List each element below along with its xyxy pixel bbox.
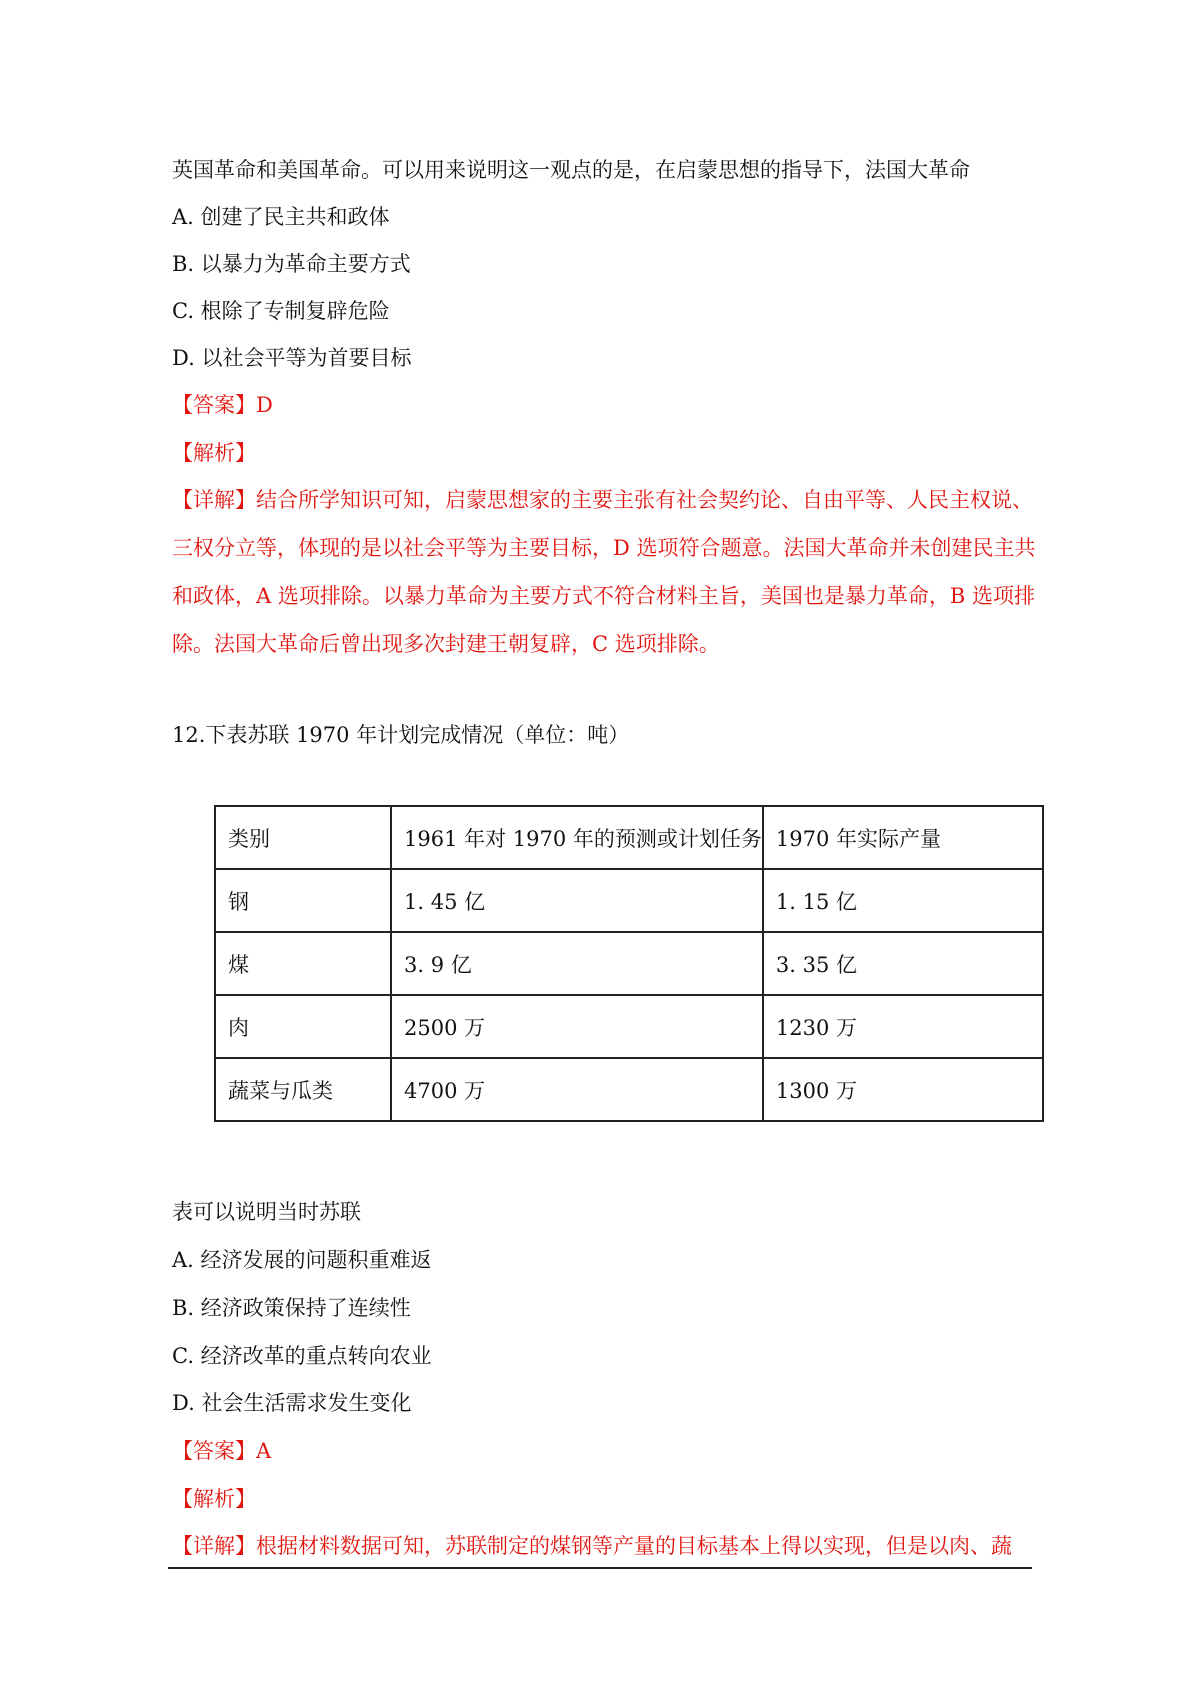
- table-cell: 肉: [215, 995, 391, 1058]
- table-cell: 钢: [215, 869, 391, 932]
- table-row: [215, 869, 1043, 932]
- q12-follow-text: 表可以说明当时苏联: [172, 1200, 361, 1224]
- table-cell: 3. 9 亿: [391, 932, 763, 995]
- q11-explanation-line: 【详解】结合所学知识可知，启蒙思想家的主要主张有社会契约论、自由平等、人民主权说、: [172, 488, 1033, 512]
- q11-explanation-line: 除。法国大革命后曾出现多次封建王朝复辟，C 选项排除。: [172, 632, 720, 656]
- q11-explanation: [172, 486, 1052, 678]
- q12-option-b: B. 经济政策保持了连续性: [172, 1296, 411, 1320]
- soviet-production-table: [214, 805, 1044, 1122]
- q11-explanation-line: 和政体，A 选项排除。以暴力革命为主要方式不符合材料主旨，美国也是暴力革命，B 选项排: [172, 584, 1035, 608]
- q11-option-b: B. 以暴力为革命主要方式: [172, 252, 411, 276]
- q12-option-d: D. 社会生活需求发生变化: [172, 1391, 412, 1415]
- table-cell: 1300 万: [763, 1058, 1043, 1121]
- q11-answer: 【答案】D: [172, 393, 273, 417]
- q11-explanation-line: 三权分立等，体现的是以社会平等为主要目标，D 选项符合题意。法国大革命并未创建民主共: [172, 536, 1036, 560]
- footer-divider: [168, 1567, 1032, 1569]
- table-header-cell: 类别: [215, 806, 391, 869]
- table-cell: 1. 15 亿: [763, 869, 1043, 932]
- table-cell: 1230 万: [763, 995, 1043, 1058]
- table-cell: 蔬菜与瓜类: [215, 1058, 391, 1121]
- table-cell: 1. 45 亿: [391, 869, 763, 932]
- q12-stem: 12.下表苏联 1970 年计划完成情况（单位：吨）: [172, 723, 630, 747]
- table-row: [215, 932, 1043, 995]
- q12-option-a: A. 经济发展的问题积重难返: [172, 1248, 432, 1272]
- table-cell: 4700 万: [391, 1058, 763, 1121]
- q12-option-c: C. 经济改革的重点转向农业: [172, 1344, 432, 1368]
- q12-answer: 【答案】A: [172, 1439, 272, 1463]
- table-row: [215, 995, 1043, 1058]
- q12-explanation-line: 【详解】根据材料数据可知，苏联制定的煤钢等产量的目标基本上得以实现，但是以肉、蔬: [172, 1534, 1012, 1558]
- table-row: [215, 1058, 1043, 1121]
- table-cell: 3. 35 亿: [763, 932, 1043, 995]
- table-cell: 2500 万: [391, 995, 763, 1058]
- q11-analysis-label: 【解析】: [172, 441, 256, 465]
- q11-option-a: A. 创建了民主共和政体: [172, 205, 390, 229]
- table-header-cell: 1970 年实际产量: [763, 806, 1043, 869]
- q11-option-d: D. 以社会平等为首要目标: [172, 346, 412, 370]
- q11-stem-tail: 英国革命和美国革命。可以用来说明这一观点的是，在启蒙思想的指导下，法国大革命: [172, 158, 970, 182]
- q12-analysis-label: 【解析】: [172, 1487, 256, 1511]
- table-cell: 煤: [215, 932, 391, 995]
- table-header-row: [215, 806, 1043, 869]
- q11-option-c: C. 根除了专制复辟危险: [172, 299, 390, 323]
- table-header-cell: 1961 年对 1970 年的预测或计划任务: [391, 806, 763, 869]
